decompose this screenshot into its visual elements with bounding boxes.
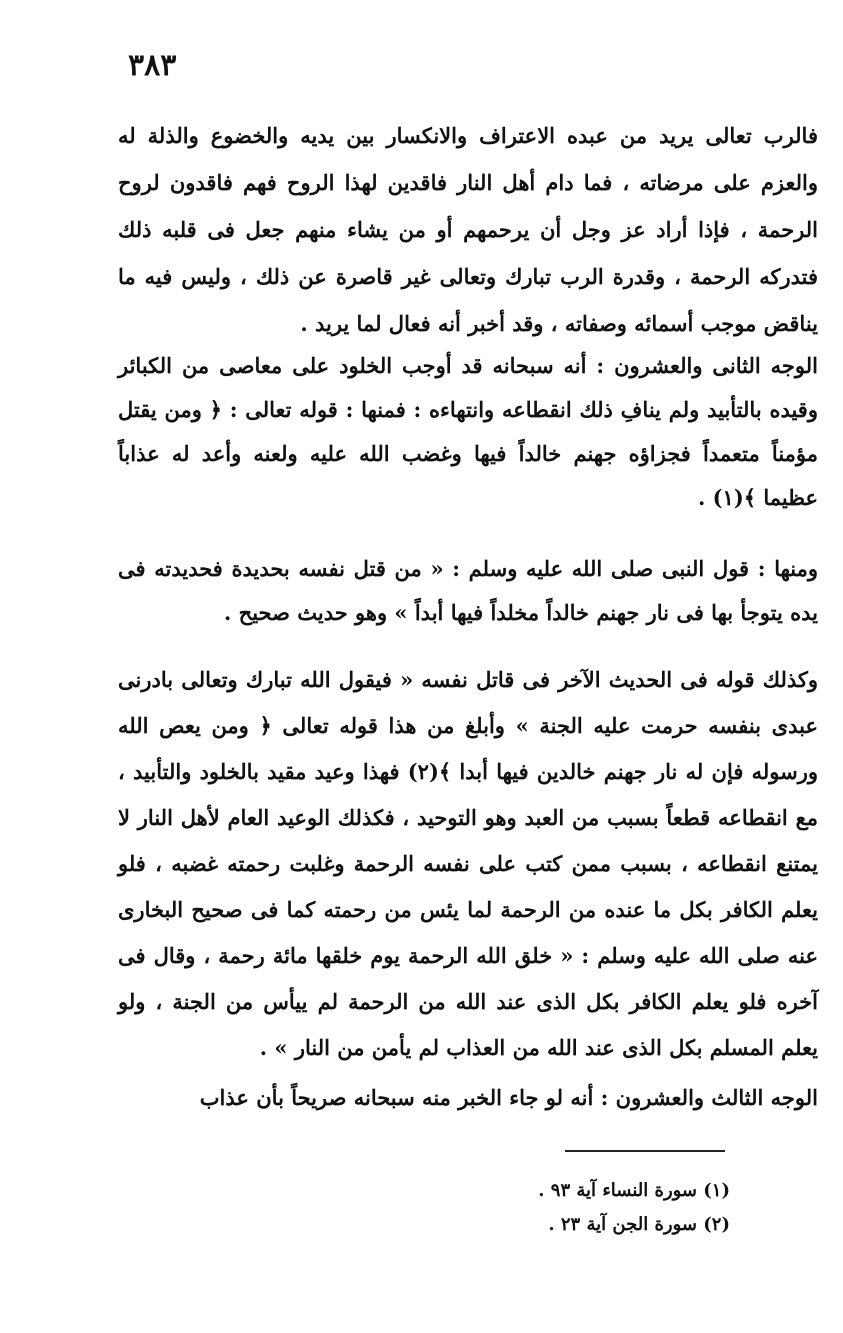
page-number: ٣٨٣	[128, 48, 177, 83]
footnote: (١) سورة النساء آية ٩٣ .	[538, 1180, 730, 1201]
footnote-divider	[565, 1150, 725, 1152]
paragraph: الوجه الثالث والعشرون : أنه لو جاء الخبر منه سبحانه صريحاً بأن عذاب	[199, 1085, 818, 1110]
footnote: (٢) سورة الجن آية ٢٣ .	[548, 1214, 730, 1235]
paragraph: ومنها : قول النبى صلى الله عليه وسلم : « من قتل نفسه بحديدة فحديدته فى يده يتوجأ بها فى نار جهنم خالداً مخلداً فيها أبداً » وهو حديث صحيح .	[118, 556, 818, 625]
paragraph: وكذلك قوله فى الحديث الآخر فى قاتل نفسه « فيقول الله تبارك وتعالى بادرنى عبدى بنفسه حرمت عليه الجنة » وأبلغ من هذا قوله تعالى ﴿ ومن يعص الله ورسوله فإن له نار جهنم خالدين فيها أبدا ﴾(٢) فهذا وعيد مقيد بالخلود والتأبيد ، مع انقطاعه قطعاً بسبب من العبد وهو التوحيد ، فكذلك الوعيد العام لأهل النار لا يمتنع انقطاعه ، بسبب ممن كتب على نفسه الرحمة وغلبت رحمته غضبه ، فلو يعلم الكافر بكل ما عنده من الرحمة لما يئس من رحمته كما فى صحيح البخارى عنه صلى الله عليه وسلم : « خلق الله الرحمة يوم خلقها مائة رحمة ، وقال فى آخره فلو يعلم الكافر بكل الذى عند الله من الرحمة لم ييأس من الجنة ، ولو يعلم المسلم بكل الذى عند الله من العذاب لم يأمن من النار » .	[118, 667, 818, 1060]
paragraph: فالرب تعالى يريد من عبده الاعتراف والانكسار بين يديه والخضوع والذلة له والعزم على مرضاته ، فما دام أهل النار فاقدين لهذا الروح فهم فاقدون لروح الرحمة ، فإذا أراد عز وجل أن يرحمهم أو من يشاء منهم جعل فى قلبه ذلك فتدركه الرحمة ، وقدرة الرب تبارك وتعالى غير قاصرة عن ذلك ، وليس فيه ما يناقض موجب أسمائه وصفاته ، وقد أخبر أنه فعال لما يريد .	[118, 123, 818, 336]
paragraph: الوجه الثانى والعشرون : أنه سبحانه قد أوجب الخلود على معاصى من الكبائر وقيده بالتأبيد ولم ينافِ ذلك انقطاعه وانتهاءه : فمنها : قوله تعالى : ﴿ ومن يقتل مؤمناً متعمداً فجزاؤه جهنم خالداً فيها وغضب الله عليه ولعنه وأعد له عذاباً عظيما ﴾(١) .	[118, 353, 818, 510]
